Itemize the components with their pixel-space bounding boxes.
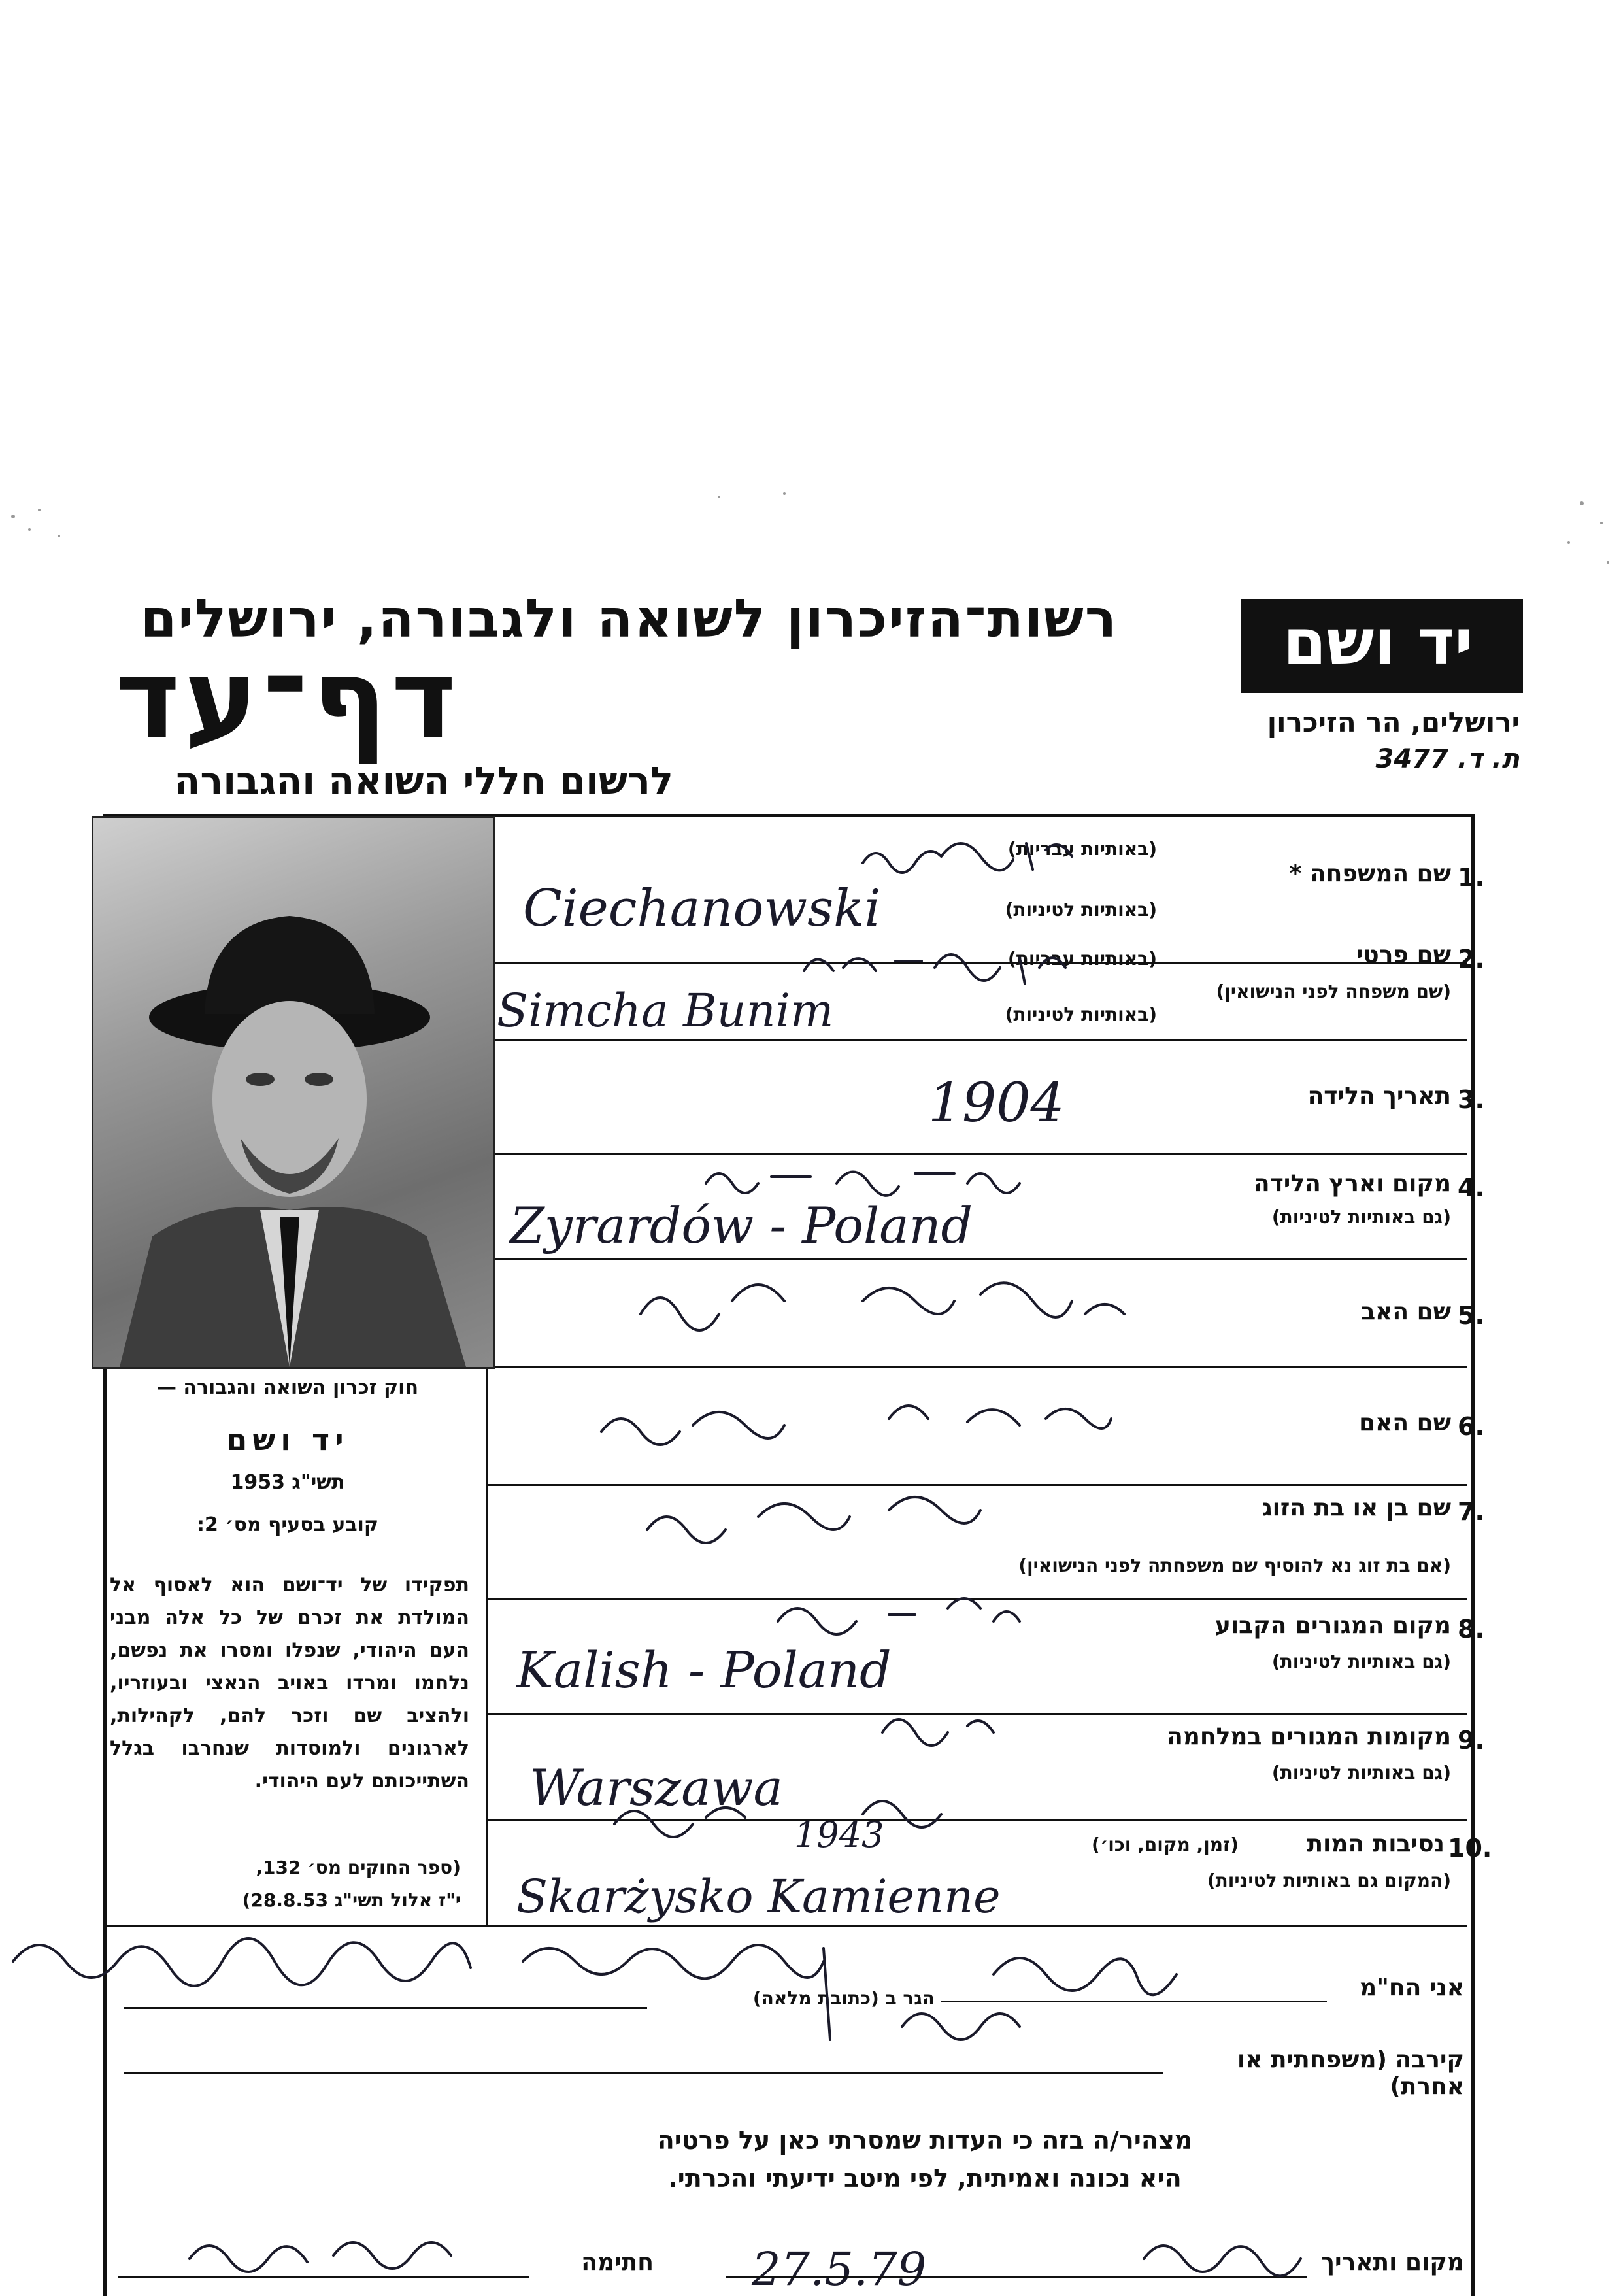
field-9-label: מקומות המגורים במלחמה bbox=[1167, 1723, 1451, 1750]
signature-handwriting bbox=[163, 2226, 1314, 2278]
field-6-label: שם האם bbox=[1359, 1410, 1451, 1436]
field-4-label: מקום וארץ הלידה bbox=[1253, 1170, 1451, 1197]
footer-handwriting bbox=[0, 1935, 1464, 2079]
field-7-note: (אם בת זוג נא להוסיף שם משפחתה לפני הנישואין) bbox=[1018, 1555, 1451, 1576]
law-source: (ספר החוקים מס׳ 132, bbox=[256, 1857, 461, 1878]
field-2-latin-note: (באותיות לטיניות) bbox=[1005, 1004, 1157, 1025]
field-10-note: (המקום גם באותיות לטיניות) bbox=[1207, 1870, 1451, 1891]
death-place-latin-handwritten: Skarżysko Kamienne bbox=[516, 1870, 1001, 1923]
field-9-number: 9. bbox=[1458, 1726, 1484, 1755]
field-8-number: 8. bbox=[1458, 1615, 1484, 1644]
birthplace-latin-handwritten: Zyrardów - Poland bbox=[510, 1196, 973, 1255]
law-clause: קובע בסעיף מס׳ 2: bbox=[196, 1513, 379, 1536]
field-6-number: 6. bbox=[1458, 1412, 1484, 1441]
form-title: דף־עד bbox=[114, 635, 461, 764]
signature-label: חתימה bbox=[581, 2249, 654, 2276]
field-2-note: (שם משפחה לפני הנישואין) bbox=[1216, 981, 1451, 1002]
field-8-note: (גם באותיות לטיניות) bbox=[1271, 1651, 1451, 1672]
po-box: ת. ד. 3477 bbox=[1375, 744, 1520, 774]
field-5-number: 5. bbox=[1458, 1301, 1484, 1330]
law-year: תשי"ג 1953 bbox=[230, 1471, 345, 1494]
birth-year-handwritten: 1904 bbox=[928, 1072, 1065, 1134]
field-1-number: 1. bbox=[1458, 863, 1484, 892]
scan-noise bbox=[0, 484, 1621, 615]
row-divider bbox=[105, 1925, 1467, 1927]
law-date: י"ז אלול תשי"ג 28.8.53) bbox=[242, 1889, 461, 1911]
declaration bbox=[425, 2121, 1425, 2197]
field-1-hebrew-note: (באותיות עבריות) bbox=[1007, 838, 1157, 860]
field-3-number: 3. bbox=[1458, 1085, 1484, 1114]
field-4-number: 4. bbox=[1458, 1173, 1484, 1202]
field-4-note: (גם באותיות לטיניות) bbox=[1271, 1206, 1451, 1228]
field-10-time-note: (זמן, מקום, וכו׳) bbox=[1092, 1834, 1239, 1855]
surname-latin-handwritten: Ciechanowski bbox=[523, 879, 881, 938]
declarant-label: אני הח"מ bbox=[1360, 1974, 1464, 2001]
field-2-number: 2. bbox=[1458, 945, 1484, 973]
firstname-latin-handwritten: Simcha Bunim bbox=[497, 984, 834, 1038]
death-year-handwritten: 1943 bbox=[794, 1814, 884, 1855]
date-signed-handwritten: 27.5.79 bbox=[752, 2242, 927, 2296]
field-3-label: תאריך הלידה bbox=[1307, 1083, 1451, 1109]
declaration-line-2: היא נכונה ואמיתית, לפי מיטב ידיעתי והכרתי. bbox=[668, 2164, 1182, 2193]
war-residence-latin-handwritten: Warszawa bbox=[529, 1759, 783, 1817]
yad-vashem-logo: יד ושם bbox=[1282, 605, 1473, 679]
field-2-label: שם פרטי bbox=[1356, 941, 1451, 968]
field-8-label: מקום המגורים הקבוע bbox=[1214, 1612, 1451, 1639]
logo-address: ירושלים, הר הזיכרון bbox=[1267, 706, 1520, 738]
residence-latin-handwritten: Kalish - Poland bbox=[516, 1641, 892, 1699]
field-2-hebrew-note: (באותיות עבריות) bbox=[1007, 948, 1157, 970]
field-7-label: שם בן או בת הזוג bbox=[1262, 1494, 1451, 1521]
law-body: תפקידו של יד־ושם הוא לאסוף אל המולדת את זכרם של כל אלה מבני העם היהודי, שנפלו ומסרו את נפשם, נלחמו ומרדו באויב הנאצי ובעוזריו, ולהציב שם וזכר להם, לקהילות, לארגונים ולמוסדות שנחרבו בגלל השתייכותם לעם היהודי. bbox=[110, 1574, 469, 1793]
law-title: חוק זכרון השואה והגבורה — bbox=[156, 1376, 419, 1399]
field-1-latin-note: (באותיות לטיניות) bbox=[1005, 899, 1157, 920]
place-date-label: מקום ותאריך bbox=[1321, 2249, 1464, 2276]
hebrew-handwriting bbox=[497, 817, 1445, 1850]
field-10-number: 10. bbox=[1448, 1834, 1492, 1863]
law-name: יד ושם bbox=[226, 1422, 349, 1457]
field-1-label: שם המשפחה * bbox=[1289, 860, 1451, 887]
authority-title: רשות־הזיכרון לשואה ולגבורה, ירושלים bbox=[140, 588, 1118, 649]
field-5-label: שם האב bbox=[1361, 1298, 1451, 1325]
field-9-note: (גם באותיות לטיניות) bbox=[1271, 1762, 1451, 1783]
relation-label: קירבה (משפחתית או אחרת) bbox=[1237, 2046, 1464, 2100]
address-label: הגר ב (כתובת מלאה) bbox=[752, 1987, 935, 2009]
declaration-line-1: מצהיר/ה בזה כי העדות שמסרתי כאן על פרטיה bbox=[657, 2126, 1193, 2155]
form-subtitle: לרשום חללי השואה והגבורה bbox=[174, 758, 673, 803]
field-7-number: 7. bbox=[1458, 1497, 1484, 1526]
portrait-photo bbox=[92, 816, 495, 1369]
field-10-label: נסיבות המות bbox=[1307, 1831, 1445, 1857]
